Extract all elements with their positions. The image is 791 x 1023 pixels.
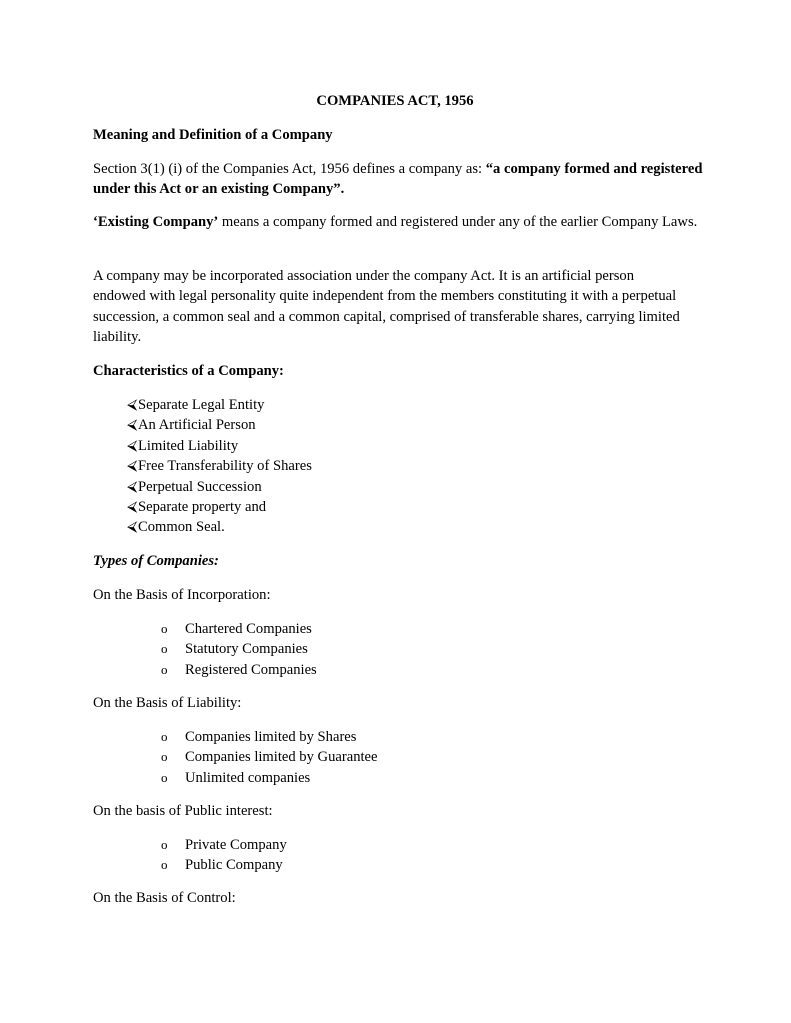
- list-item: ⮘An Artificial Person: [127, 415, 312, 435]
- circle-bullet-icon: o: [161, 857, 168, 873]
- list-item: ⮘Separate Legal Entity: [127, 395, 312, 415]
- document-title: COMPANIES ACT, 1956: [316, 93, 474, 109]
- list-item: o Private Company: [161, 835, 287, 855]
- section-definition-quote: “a company formed and registered under this Act or an existing Company”.: [93, 161, 703, 198]
- section-definition-paragraph: [93, 159, 703, 200]
- public-interest-heading: On the basis of Public interest:: [93, 803, 273, 819]
- liability-heading: On the Basis of Liability:: [93, 695, 242, 711]
- arrow-bullet-icon: ⮘: [127, 417, 138, 434]
- circle-bullet-icon: o: [161, 769, 168, 785]
- types-heading: Types of Companies:: [93, 553, 219, 569]
- arrow-bullet-icon: ⮘: [127, 498, 138, 515]
- incorporation-list: [161, 619, 317, 680]
- list-item: ⮘Separate property and: [127, 497, 312, 517]
- circle-bullet-icon: o: [161, 661, 168, 677]
- liability-list: [161, 727, 378, 788]
- circle-bullet-icon: o: [161, 641, 168, 657]
- arrow-bullet-icon: ⮘: [127, 458, 138, 475]
- existing-company-term: ‘Existing Company’: [93, 214, 219, 230]
- characteristics-list: [127, 395, 312, 538]
- list-item: ⮘Common Seal.: [127, 517, 312, 537]
- circle-bullet-icon: o: [161, 837, 168, 852]
- meaning-heading: Meaning and Definition of a Company: [93, 127, 333, 143]
- circle-bullet-icon: o: [161, 729, 168, 744]
- arrow-bullet-icon: ⮘: [127, 478, 138, 495]
- list-item: o Registered Companies: [161, 660, 317, 680]
- list-item: ⮘Perpetual Succession: [127, 477, 312, 497]
- list-item: o Statutory Companies: [161, 639, 317, 659]
- list-item: o Public Company: [161, 855, 287, 875]
- arrow-bullet-icon: ⮘: [127, 519, 138, 536]
- control-heading: On the Basis of Control:: [93, 890, 236, 906]
- list-item: ⮘Limited Liability: [127, 436, 312, 456]
- arrow-bullet-icon: ⮘: [127, 437, 138, 454]
- circle-bullet-icon: o: [161, 749, 168, 765]
- existing-company-text: means a company formed and registered under any of the earlier Company Laws.: [218, 214, 698, 230]
- public-interest-list: [161, 835, 287, 876]
- list-item: o Chartered Companies: [161, 619, 317, 639]
- list-item: o Unlimited companies: [161, 768, 378, 788]
- list-item: o Companies limited by Guarantee: [161, 747, 378, 767]
- section-definition-text: Section 3(1) (i) of the Companies Act, 1956 defines a company as:: [93, 161, 486, 177]
- characteristics-heading: Characteristics of a Company:: [93, 363, 284, 379]
- list-item: ⮘Free Transferability of Shares: [127, 456, 312, 476]
- list-item: o Companies limited by Shares: [161, 727, 378, 747]
- company-description-paragraph: A company may be incorporated association under the company Act. It is an artificial person endowed with legal personality quite independent from the members constituting it with a perpetual succession, a common seal and a common capital, comprised of transferable shares, carrying limited liability.: [93, 268, 680, 346]
- incorporation-heading: On the Basis of Incorporation:: [93, 587, 271, 603]
- circle-bullet-icon: o: [161, 621, 168, 636]
- arrow-bullet-icon: ⮘: [127, 397, 138, 413]
- existing-company-paragraph: [93, 212, 703, 232]
